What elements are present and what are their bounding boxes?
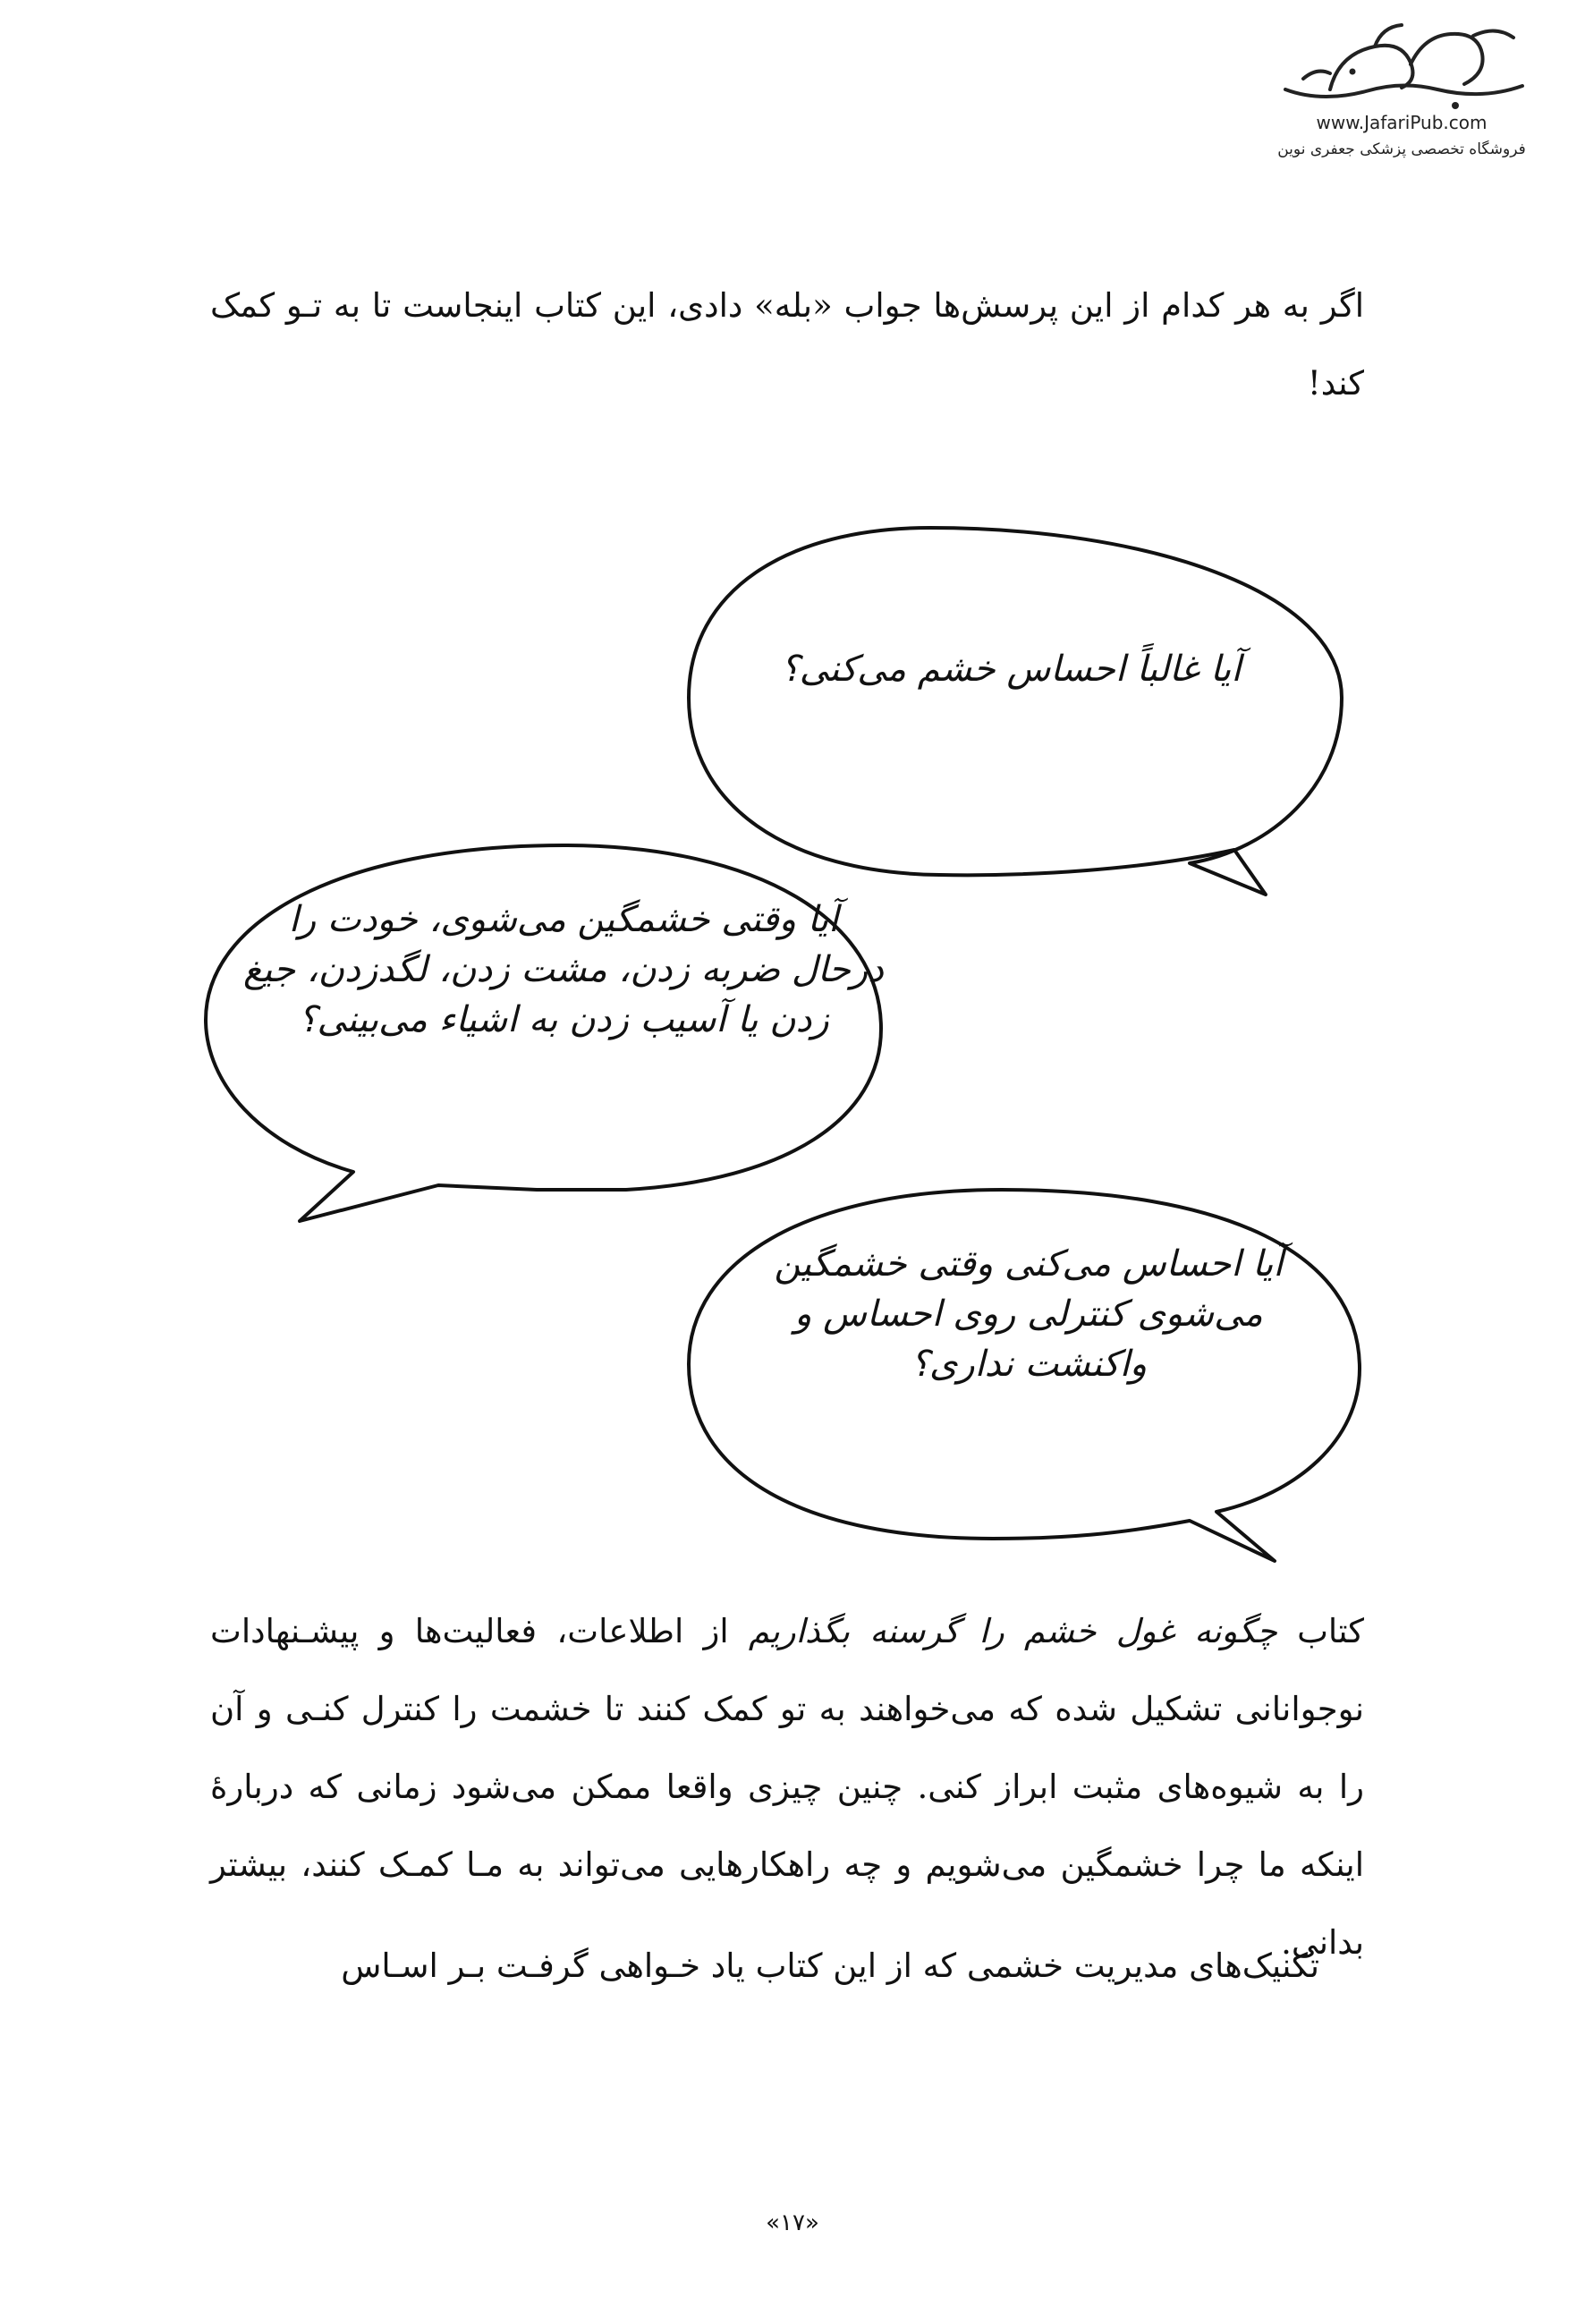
body-paragraph [210, 1592, 1364, 1981]
publisher-url[interactable]: www.JafariPub.com [1316, 112, 1488, 133]
body-paragraph-rest: از اطلاعات، فعالیت‌ها و پیشـنهادات نوجوانانی تشکیل شده که می‌خواهند به تو کمک کنند تا خشمت را کنترل کنـی و آن را به شیوه‌های مثبت ابراز کنی. چنین چیزی واقعا ممکن می‌شود زمانی که دربارۀ اینکه ما چرا خشمگین می‌شویم و چه راهکارهایی می‌تواند به مـا کمـک کنند، بیشتر بدانی. [210, 1612, 1364, 1962]
speech-bubble-1 [689, 528, 1342, 895]
bubble-1-text: آیا غالباً احساس خشم می‌کنی؟ [780, 649, 1242, 690]
bubble-2-text: آیا وقتی خشمگین می‌شوی، خودت را درحال ضربه زدن، مشت زدن، لگدزدن، جیغ زدن یا آسیب زدن به اشیاء می‌بینی؟ [243, 899, 884, 1040]
body-paragraph-continued: تکنیک‌های مدیریت خشمی که از این کتاب یاد خـواهی گرفـت بـر اسـاس [341, 1947, 1319, 1985]
page-number: «۱۷» [766, 2209, 819, 2236]
publisher-shop-name: فروشگاه تخصصی پزشکی جعفری نوین [1277, 140, 1526, 158]
intro-paragraph: اگر به هر کدام از این پرسش‌ها جواب «بله» دادی، این کتاب اینجاست تا به تـو کمک کند! [210, 286, 1364, 403]
body-paragraph-start: کتاب [1276, 1612, 1364, 1650]
book-title: چگونه غول خشم را گرسنه بگذاریم [748, 1612, 1277, 1650]
bubble-3-text: آیا احساس می‌کنی وقتی خشمگین می‌شوی کنترلی روی احساس و واکنشت نداری؟ [774, 1243, 1284, 1385]
